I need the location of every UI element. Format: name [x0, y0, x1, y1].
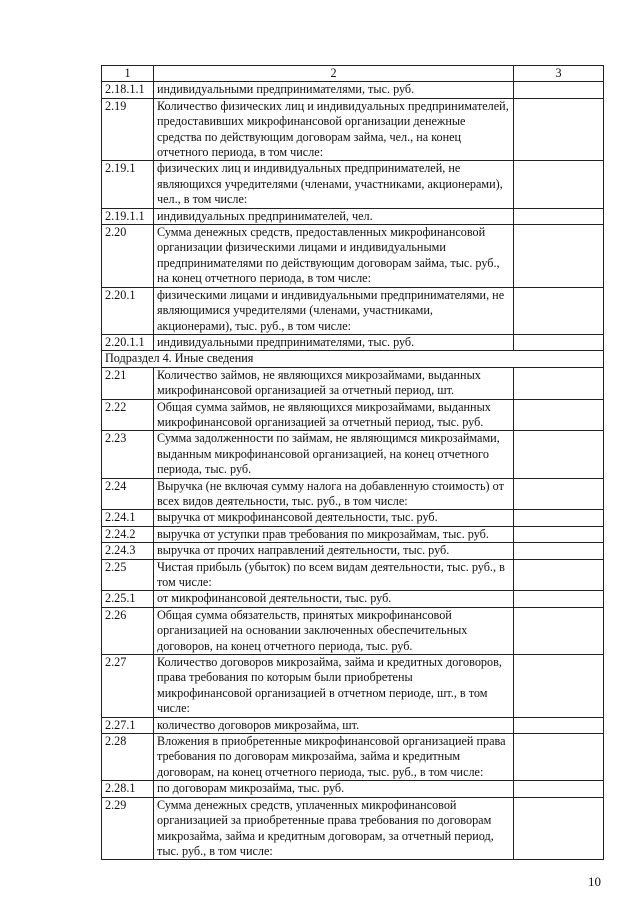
- table-row: [102, 82, 604, 98]
- page-number: 10: [588, 874, 601, 889]
- row-value: [514, 591, 604, 607]
- row-value: [514, 161, 604, 208]
- row-number: 2.26: [102, 607, 154, 654]
- table-body: [102, 82, 604, 860]
- row-number: 2.28.1: [102, 781, 154, 797]
- section-title: Подраздел 4. Иные сведения: [102, 351, 604, 367]
- row-value: [514, 559, 604, 591]
- row-value: [514, 734, 604, 781]
- table-row: [102, 431, 604, 478]
- table-row: [102, 161, 604, 208]
- row-value: [514, 82, 604, 98]
- row-number: 2.19: [102, 98, 154, 161]
- table-row: [102, 797, 604, 860]
- column-header-number: 1: [102, 66, 154, 82]
- row-description: Вложения в приобретенные микрофинансовой организацией права требования по договорам микрозайма, займа и кредитным договорам, на конец отчетного периода, тыс. руб., в том числе:: [154, 734, 514, 781]
- row-number: 2.27: [102, 655, 154, 718]
- row-number: 2.24.3: [102, 543, 154, 559]
- row-value: [514, 334, 604, 350]
- table-row: [102, 510, 604, 526]
- row-description: Общая сумма обязательств, принятых микрофинансовой организацией на основании заключенных обеспечительных договоров, на конец отчетного периода, тыс. руб.: [154, 607, 514, 654]
- row-value: [514, 478, 604, 510]
- table-row: [102, 478, 604, 510]
- row-description: физическими лицами и индивидуальными предпринимателями, не являющимися учредителями (членами, участниками, акционерами), тыс. руб., в том числе:: [154, 287, 514, 334]
- row-number: 2.27.1: [102, 717, 154, 733]
- row-description: индивидуальных предпринимателей, чел.: [154, 208, 514, 224]
- row-value: [514, 208, 604, 224]
- row-description: Сумма задолженности по займам, не являющимся микрозаймами, выданным микрофинансовой организацией, на конец отчетного периода, тыс. руб.: [154, 431, 514, 478]
- row-description: Выручка (не включая сумму налога на добавленную стоимость) от всех видов деятельности, тыс. руб., в том числе:: [154, 478, 514, 510]
- table-row: [102, 225, 604, 288]
- row-number: 2.20: [102, 225, 154, 288]
- row-number: 2.23: [102, 431, 154, 478]
- row-description: выручка от прочих направлений деятельности, тыс. руб.: [154, 543, 514, 559]
- row-number: 2.19.1.1: [102, 208, 154, 224]
- table-row: [102, 208, 604, 224]
- row-number: 2.21: [102, 367, 154, 399]
- row-number: 2.22: [102, 399, 154, 431]
- row-number: 2.18.1.1: [102, 82, 154, 98]
- row-description: от микрофинансовой деятельности, тыс. руб.: [154, 591, 514, 607]
- row-number: 2.20.1.1: [102, 334, 154, 350]
- row-value: [514, 225, 604, 288]
- table-row: [102, 781, 604, 797]
- table-row: [102, 591, 604, 607]
- row-description: Количество займов, не являющихся микрозаймами, выданных микрофинансовой организацией за отчетный период, шт.: [154, 367, 514, 399]
- row-value: [514, 717, 604, 733]
- row-number: 2.24: [102, 478, 154, 510]
- row-value: [514, 543, 604, 559]
- row-value: [514, 526, 604, 542]
- row-description: Сумма денежных средств, предоставленных микрофинансовой организации физическими лицами и индивидуальными предпринимателями по действующим договорам займа, тыс. руб., на конец отчетного периода, в том числе:: [154, 225, 514, 288]
- row-description: Общая сумма займов, не являющихся микрозаймами, выданных микрофинансовой организацией за отчетный период, тыс. руб.: [154, 399, 514, 431]
- section-row: [102, 351, 604, 367]
- row-value: [514, 781, 604, 797]
- row-value: [514, 367, 604, 399]
- row-description: физических лиц и индивидуальных предпринимателей, не являющихся учредителями (членами, участниками, акционерами), чел., в том числе:: [154, 161, 514, 208]
- table-row: [102, 607, 604, 654]
- table-row: [102, 367, 604, 399]
- row-description: по договорам микрозайма, тыс. руб.: [154, 781, 514, 797]
- table-row: [102, 334, 604, 350]
- report-table: [101, 65, 604, 860]
- column-header-value: 3: [514, 66, 604, 82]
- row-number: 2.29: [102, 797, 154, 860]
- row-number: 2.24.2: [102, 526, 154, 542]
- row-description: Сумма денежных средств, уплаченных микрофинансовой организацией за приобретенные права требования по договорам микрозайма, займа и кредитным договорам, за отчетный период, тыс. руб., в том числе:: [154, 797, 514, 860]
- table-row: [102, 287, 604, 334]
- table-row: [102, 559, 604, 591]
- row-value: [514, 431, 604, 478]
- row-description: Чистая прибыль (убыток) по всем видам деятельности, тыс. руб., в том числе:: [154, 559, 514, 591]
- row-number: 2.28: [102, 734, 154, 781]
- row-description: индивидуальными предпринимателями, тыс. руб.: [154, 334, 514, 350]
- row-value: [514, 399, 604, 431]
- table-row: [102, 717, 604, 733]
- row-value: [514, 607, 604, 654]
- row-description: Количество договоров микрозайма, займа и кредитных договоров, права требования по которым были приобретены микрофинансовой организацией в отчетном периоде, шт., в том числе:: [154, 655, 514, 718]
- row-value: [514, 797, 604, 860]
- table-row: [102, 655, 604, 718]
- table-row: [102, 734, 604, 781]
- row-number: 2.25.1: [102, 591, 154, 607]
- row-value: [514, 510, 604, 526]
- row-description: количество договоров микрозайма, шт.: [154, 717, 514, 733]
- row-description: Количество физических лиц и индивидуальных предпринимателей, предоставивших микрофинансовой организации денежные средства по действующим договорам займа, чел., на конец отчетного периода, в том числе:: [154, 98, 514, 161]
- row-number: 2.20.1: [102, 287, 154, 334]
- row-value: [514, 655, 604, 718]
- table-row: [102, 98, 604, 161]
- row-description: выручка от микрофинансовой деятельности, тыс. руб.: [154, 510, 514, 526]
- row-description: выручка от уступки прав требования по микрозаймам, тыс. руб.: [154, 526, 514, 542]
- row-value: [514, 287, 604, 334]
- row-number: 2.24.1: [102, 510, 154, 526]
- table-row: [102, 543, 604, 559]
- row-number: 2.19.1: [102, 161, 154, 208]
- row-value: [514, 98, 604, 161]
- table-row: [102, 399, 604, 431]
- table-row: [102, 526, 604, 542]
- column-header-indicator: 2: [154, 66, 514, 82]
- row-number: 2.25: [102, 559, 154, 591]
- table-header-row: [102, 66, 604, 82]
- row-description: индивидуальными предпринимателями, тыс. руб.: [154, 82, 514, 98]
